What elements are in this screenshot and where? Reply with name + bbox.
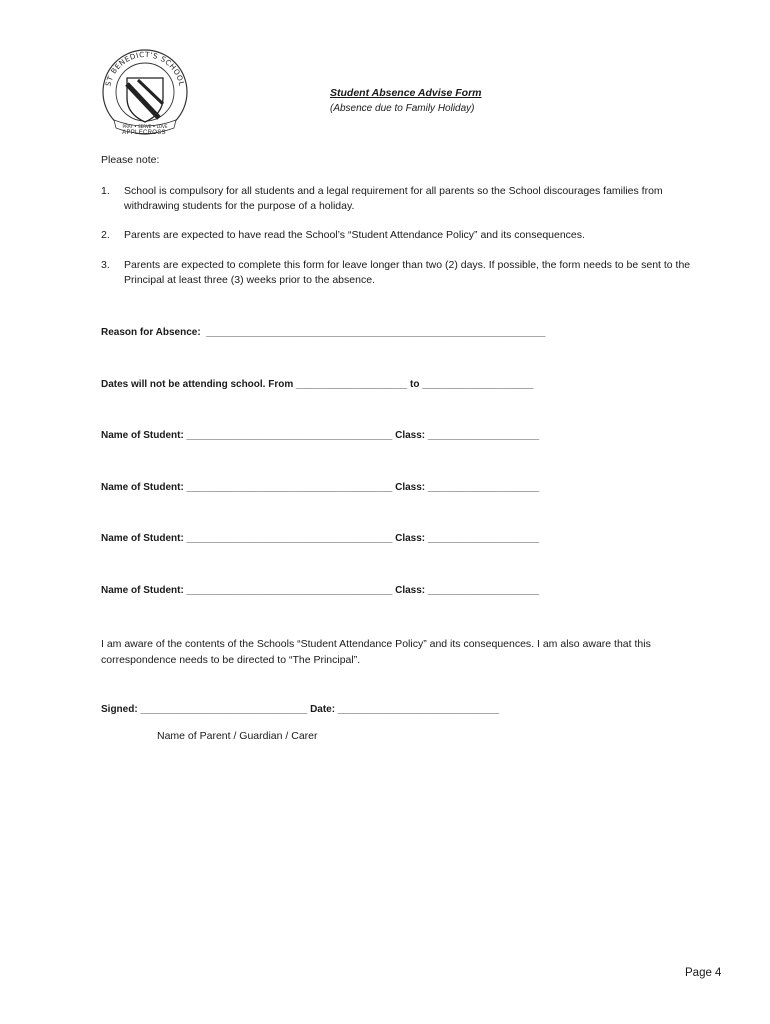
signature-date-field[interactable]: Signed: ______________________________ Date: _____________________________ [101,704,500,715]
list-text: Parents are expected to complete this form for leave longer than two (2) days. If possible, the form needs to be sent to the Principal at least three (3) weeks prior to the absence. [124,259,691,286]
list-text: School is compulsory for all students and a legal requirement for all parents so the School discourages families from withdrawing students for the purpose of a holiday. [124,185,663,212]
form-title: Student Absence Advise Form [330,87,482,99]
list-number: 2. [101,229,110,241]
logo-motto: PRAY • SERVE • LOVE [122,124,168,129]
signature-caption: Name of Parent / Guardian / Carer [157,730,318,742]
list-number: 3. [101,259,110,271]
reason-for-absence-field[interactable]: Reason for Absence: _____________________________________________________________ [101,327,546,338]
list-item [101,258,716,288]
logo-caption: APPLECROSS [122,130,166,136]
list-number: 1. [101,185,110,197]
declaration-text: I am aware of the contents of the Schools “Student Attendance Policy” and its consequences. I am also aware that this correspondence needs to be directed to “The Principal”. [101,638,651,666]
form-subtitle: (Absence due to Family Holiday) [330,103,475,114]
list-item [101,184,716,214]
logo-ring-text: ST BENEDICT'S SCHOOL [103,49,187,88]
student-name-class-field-4[interactable]: Name of Student: _____________________________________ Class: ____________________ [101,585,540,596]
student-name-class-field-1[interactable]: Name of Student: _____________________________________ Class: ____________________ [101,430,540,441]
student-name-class-field-3[interactable]: Name of Student: _____________________________________ Class: ____________________ [101,533,540,544]
school-crest-icon [96,40,194,140]
page-number: Page 4 [685,967,722,979]
list-text: Parents are expected to have read the School’s “Student Attendance Policy” and its consequences. [124,229,585,241]
list-item [101,228,716,243]
please-note-label: Please note: [101,154,160,166]
student-name-class-field-2[interactable]: Name of Student: _____________________________________ Class: ____________________ [101,482,540,493]
school-logo [96,40,194,140]
absence-dates-field[interactable]: Dates will not be attending school. From ____________________ to ____________________ [101,379,534,390]
